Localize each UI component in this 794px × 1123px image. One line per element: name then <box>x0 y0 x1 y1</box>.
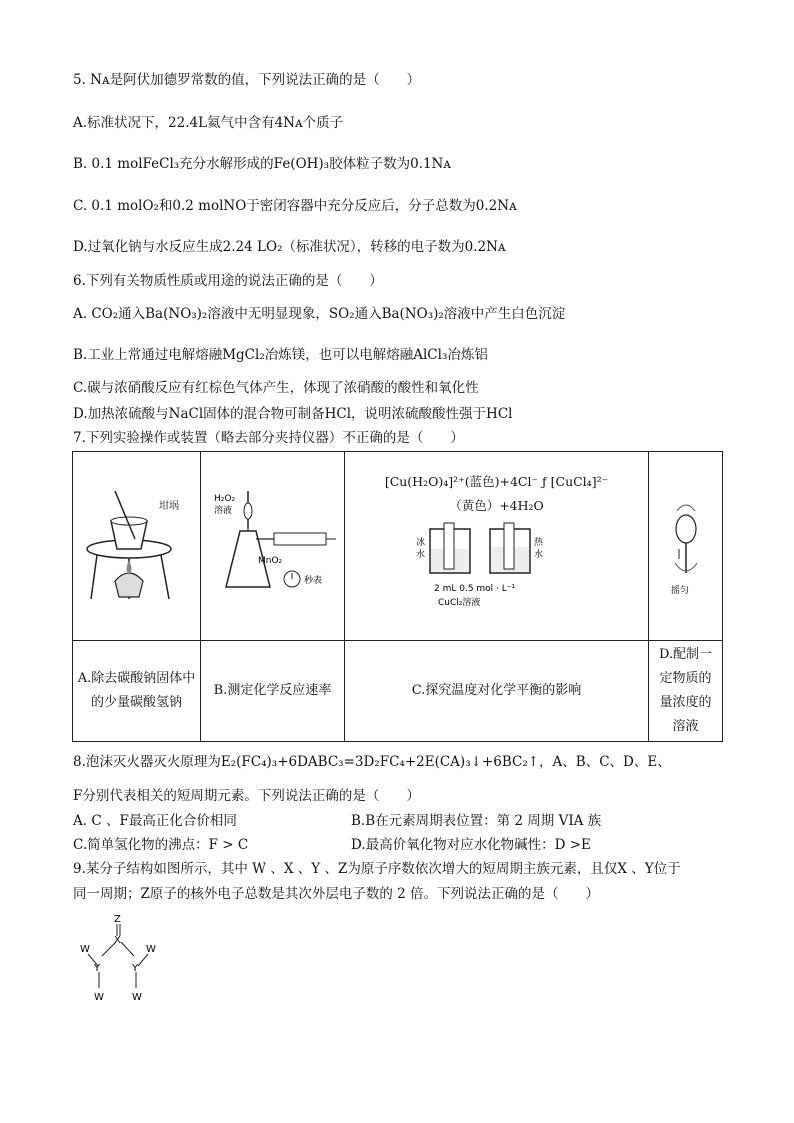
shaking-flask-figure <box>661 489 711 599</box>
q8-option-a: A. C 、F最高正化合价相同 <box>73 813 237 829</box>
caption-c: C.探究温度对化学平衡的影响 <box>345 641 649 742</box>
q8-option-d: D.最高价氧化物对应水化物碱性：D >E <box>351 837 591 853</box>
crucible-heating-figure <box>77 469 197 619</box>
q7-experiment-table <box>72 451 723 742</box>
h2o2-label: H₂O₂ <box>213 494 235 504</box>
q9-stem-1: 9.某分子结构如图所示，其中 W 、X 、Y 、Z为原子序数依次增大的短周期主族元素，且仅X 、Y位于 <box>73 861 681 877</box>
atom-w-2: W <box>146 944 156 955</box>
q6-option-d: D.加热浓硫酸与NaCl固体的混合物可制备HCl，说明浓硫酸酸性强于HCl <box>73 406 513 422</box>
molecule-structure <box>72 912 172 1007</box>
q6-stem: 6.下列有关物质性质或用途的说法正确的是（ ） <box>73 273 383 289</box>
fig-d-cell <box>649 452 723 641</box>
hot-label-1: 热 <box>533 538 543 548</box>
ice-label-2: 水 <box>415 550 425 560</box>
concentration-label: 2 mL 0.5 mol · L⁻¹ <box>433 584 515 594</box>
q5-stem: 5. Nᴀ是阿伏加德罗常数的值，下列说法正确的是（ ） <box>73 72 421 88</box>
fig-c-cell <box>345 452 649 641</box>
atom-w-1: W <box>80 944 90 955</box>
caption-a: A.除去碳酸钠固体中的少量碳酸氢钠 <box>73 641 201 742</box>
q8-option-b: B.B在元素周期表位置：第 2 周期 VIA 族 <box>351 813 602 829</box>
mno2-label: MnO₂ <box>257 556 282 566</box>
q6-option-c: C.碳与浓硝酸反应有红棕色气体产生，体现了浓硝酸的酸性和氧化性 <box>73 380 479 396</box>
q5-option-a: A.标准状况下，22.4L氦气中含有4Nᴀ个质子 <box>73 115 344 131</box>
crucible-label: 坩埚 <box>159 501 179 512</box>
atom-w-4: W <box>132 992 142 1003</box>
shake-label: 摇匀 <box>670 586 689 596</box>
q9-stem-2: 同一周期；Z原子的核外电子总数是其次外层电子数的 2 倍。下列说法正确的是（ ） <box>73 886 600 902</box>
equilibrium-eq-2: （黄色）+4H₂O <box>449 498 544 513</box>
cucl2-label: CuCl₂溶液 <box>437 598 480 608</box>
fig-b-cell <box>201 452 345 641</box>
reaction-rate-figure <box>204 469 342 619</box>
q7-stem: 7.下列实验操作或装置（略去部分夹持仪器）不正确的是（ ） <box>73 430 464 446</box>
atom-z: Z <box>114 914 121 925</box>
q6-option-b: B.工业上常通过电解熔融MgCl₂冶炼镁，也可以电解熔融AlCl₃冶炼铝 <box>73 347 488 363</box>
beakers-figure <box>412 519 582 617</box>
hot-label-2: 水 <box>533 550 543 560</box>
q5-option-c: C. 0.1 molO₂和0.2 molNO于密闭容器中充分反应后，分子总数为0.2Nᴀ <box>73 198 517 214</box>
q6-option-a: A. CO₂通入Ba(NO₃)₂溶液中无明显现象，SO₂通入Ba(NO₃)₂溶液中产生白色沉淀 <box>73 306 566 322</box>
atom-y-left: Y <box>94 963 101 974</box>
atom-w-3: W <box>94 992 104 1003</box>
atom-x: X <box>114 935 121 946</box>
timer-label: 秒表 <box>303 576 322 586</box>
equilibrium-eq-1: [Cu(H₂O)₄]²⁺(蓝色)+4Cl⁻ ƒ [CuCl₄]²⁻ <box>384 474 609 489</box>
q8-stem-1: 8.泡沫灭火器灭火原理为E₂(FC₄)₃+6DABC₃=3D₂FC₄+2E(CA)₃↓+6BC₂↑，A、B、C、D、E、 <box>73 754 671 770</box>
q8-stem-2: F分别代表相关的短周期元素。下列说法正确的是（ ） <box>73 788 420 804</box>
q5-option-b: B. 0.1 molFeCl₃充分水解形成的Fe(OH)₃胶体粒子数为0.1Nᴀ <box>73 156 451 172</box>
fig-a-cell <box>73 452 201 641</box>
q5-option-d: D.过氧化钠与水反应生成2.24 LO₂（标准状况），转移的电子数为0.2Nᴀ <box>73 239 506 255</box>
q8-option-c: C.简单氢化物的沸点：F > C <box>73 837 249 853</box>
solution-label: 溶液 <box>213 506 232 516</box>
caption-b: B.测定化学反应速率 <box>201 641 345 742</box>
caption-d: D.配制一定物质的量浓度的溶液 <box>649 641 723 742</box>
ice-label-1: 冰 <box>415 538 425 548</box>
atom-y-right: Y <box>132 963 139 974</box>
